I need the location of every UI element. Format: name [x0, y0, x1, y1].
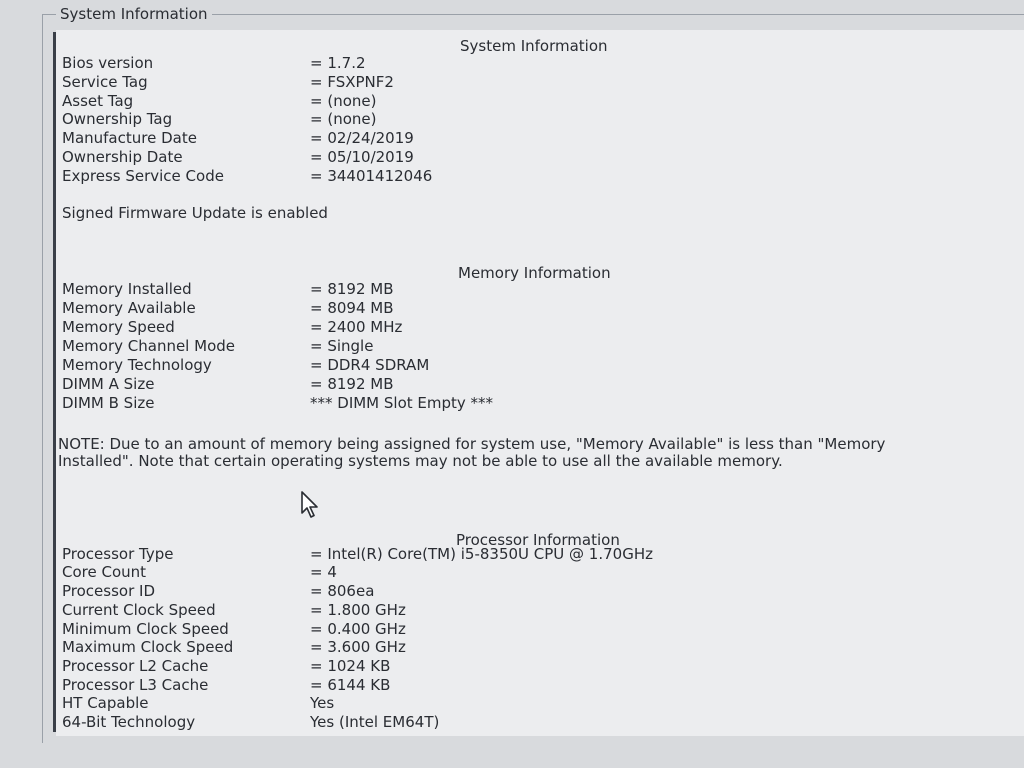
row-label: Processor L3 Cache	[62, 676, 209, 694]
row-label: Core Count	[62, 563, 147, 581]
row-value: = (none)	[310, 92, 377, 110]
row-label: Maximum Clock Speed	[62, 638, 234, 656]
row-label: Manufacture Date	[62, 129, 197, 147]
row-value: = FSXPNF2	[310, 73, 394, 91]
row-value: = 8192 MB	[310, 280, 394, 298]
row-value: = 806ea	[310, 582, 375, 600]
row-label: Processor Type	[62, 545, 174, 563]
mouse-pointer-icon	[300, 491, 322, 519]
system-section-title: System Information	[460, 37, 608, 55]
row-value: = (none)	[310, 110, 377, 128]
row-label: Memory Installed	[62, 280, 192, 298]
row-value: = 3.600 GHz	[310, 638, 406, 656]
row-value: Yes	[310, 694, 335, 712]
row-value: = 05/10/2019	[310, 148, 414, 166]
row-value: = DDR4 SDRAM	[310, 356, 430, 374]
row-label: 64-Bit Technology	[62, 713, 196, 731]
row-label: Current Clock Speed	[62, 601, 216, 619]
row-label: Express Service Code	[62, 167, 224, 185]
row-value: Yes (Intel EM64T)	[310, 713, 440, 731]
row-label: Ownership Date	[62, 148, 183, 166]
row-label: Minimum Clock Speed	[62, 620, 229, 638]
row-value: *** DIMM Slot Empty ***	[310, 394, 494, 412]
row-value: = 34401412046	[310, 167, 433, 185]
row-label: DIMM B Size	[62, 394, 155, 412]
row-label: Memory Available	[62, 299, 196, 317]
row-value: = 8094 MB	[310, 299, 394, 317]
row-label: HT Capable	[62, 694, 149, 712]
row-value: = Intel(R) Core(TM) i5-8350U CPU @ 1.70GHz	[310, 545, 653, 563]
row-value: = 4	[310, 563, 337, 581]
information-panel[interactable]	[56, 30, 1024, 736]
row-label: Memory Channel Mode	[62, 337, 235, 355]
row-label: Memory Technology	[62, 356, 212, 374]
memory-section-title: Memory Information	[458, 264, 611, 282]
row-label: Processor ID	[62, 582, 155, 600]
row-value: = 1024 KB	[310, 657, 391, 675]
row-label: Ownership Tag	[62, 110, 173, 128]
row-label: Processor L2 Cache	[62, 657, 209, 675]
row-value: = 1.7.2	[310, 54, 366, 72]
row-value: = 02/24/2019	[310, 129, 414, 147]
row-value: = 8192 MB	[310, 375, 394, 393]
row-value: = 6144 KB	[310, 676, 391, 694]
row-label: DIMM A Size	[62, 375, 155, 393]
row-label: Service Tag	[62, 73, 148, 91]
processor-section-title: Processor Information	[456, 531, 620, 549]
firmware-update-status: Signed Firmware Update is enabled	[62, 204, 328, 222]
row-value: = 0.400 GHz	[310, 620, 406, 638]
row-label: Asset Tag	[62, 92, 134, 110]
group-title: System Information	[56, 5, 212, 23]
row-value: = Single	[310, 337, 374, 355]
row-value: = 1.800 GHz	[310, 601, 406, 619]
row-value: = 2400 MHz	[310, 318, 403, 336]
memory-note: NOTE: Due to an amount of memory being assigned for system use, "Memory Available" is less than "Memory Installed". Note that certain operating systems may not be able to use all the available memory.	[58, 435, 886, 470]
row-label: Bios version	[62, 54, 154, 72]
row-label: Memory Speed	[62, 318, 175, 336]
